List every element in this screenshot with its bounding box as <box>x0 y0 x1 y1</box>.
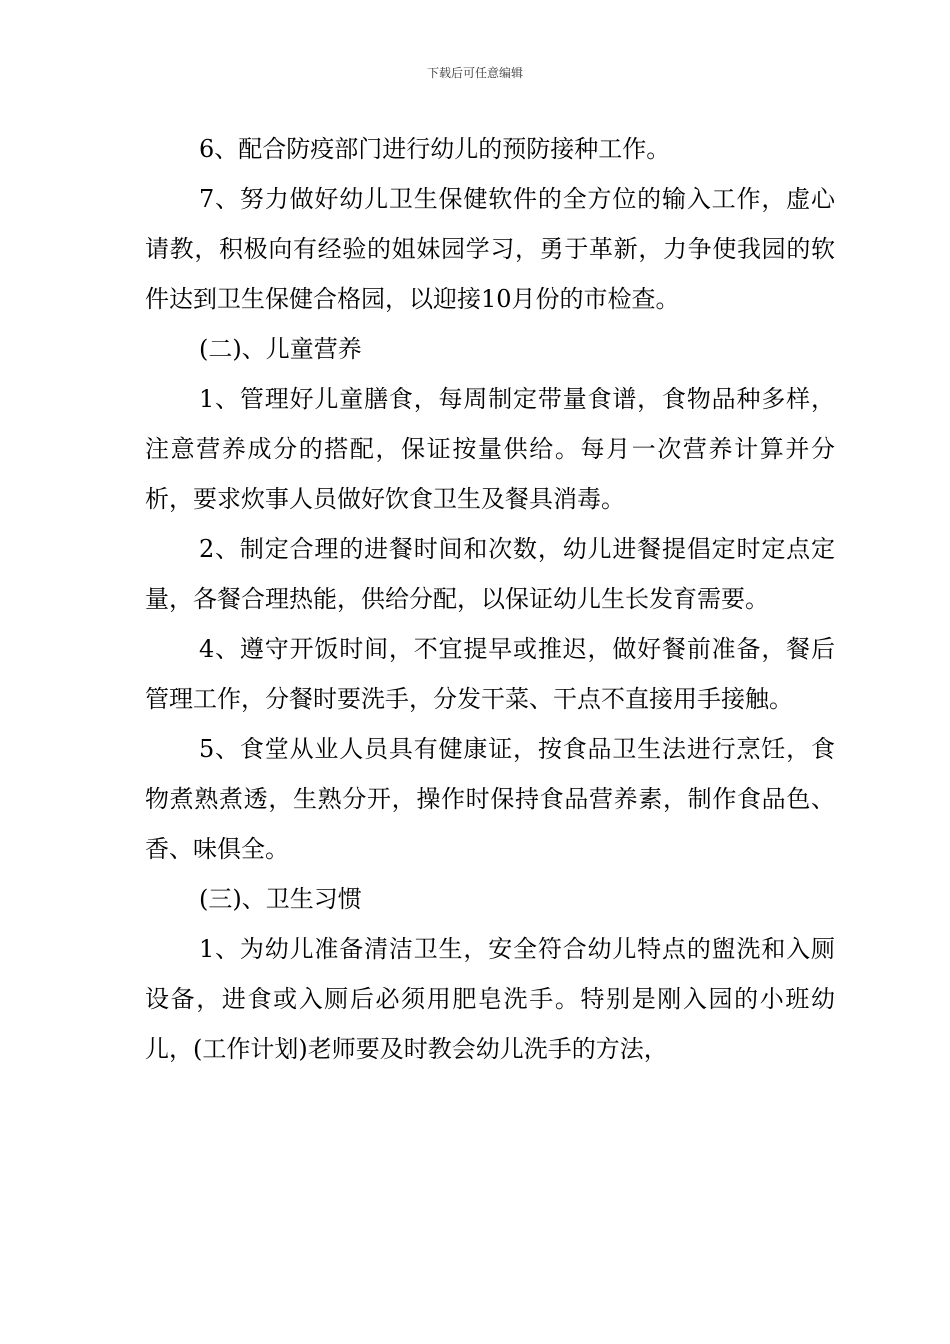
header-note: 下载后可任意编辑 <box>426 66 523 80</box>
paragraph-nutrition-2: 2、制定合理的进餐时间和次数，幼儿进餐提倡定时定点定量，各餐合理热能，供给分配，以保证幼儿生长发育需要。 <box>145 535 835 613</box>
paragraph-item-7: 7、努力做好幼儿卫生保健软件的全方位的输入工作，虚心请教，积极向有经验的姐妹园学习，勇于革新，力争使我园的软件达到卫生保健合格园，以迎接10月份的市检查。 <box>145 185 835 313</box>
paragraph-hygiene-1: 1、为幼儿准备清洁卫生，安全符合幼儿特点的盥洗和入厕设备，进食或入厕后必须用肥皂洗手。特别是刚入园的小班幼儿，(工作计划)老师要及时教会幼儿洗手的方法， <box>145 935 835 1063</box>
section-heading-nutrition: (二)、儿童营养 <box>199 335 362 363</box>
paragraph-nutrition-4: 4、遵守开饭时间，不宜提早或推迟，做好餐前准备，餐后管理工作，分餐时要洗手，分发干菜、干点不直接用手接触。 <box>145 635 835 713</box>
section-heading-hygiene: (三)、卫生习惯 <box>199 885 362 913</box>
document-body <box>145 124 835 1074</box>
paragraph-item-6: 6、配合防疫部门进行幼儿的预防接种工作。 <box>199 135 671 163</box>
paragraph-nutrition-5: 5、食堂从业人员具有健康证，按食品卫生法进行烹饪，食物煮熟煮透，生熟分开，操作时保持食品营养素，制作食品色、香、味俱全。 <box>145 735 835 863</box>
paragraph-nutrition-1: 1、管理好儿童膳食，每周制定带量食谱，食物品种多样，注意营养成分的搭配，保证按量供给。每月一次营养计算并分析，要求炊事人员做好饮食卫生及餐具消毒。 <box>145 385 835 513</box>
